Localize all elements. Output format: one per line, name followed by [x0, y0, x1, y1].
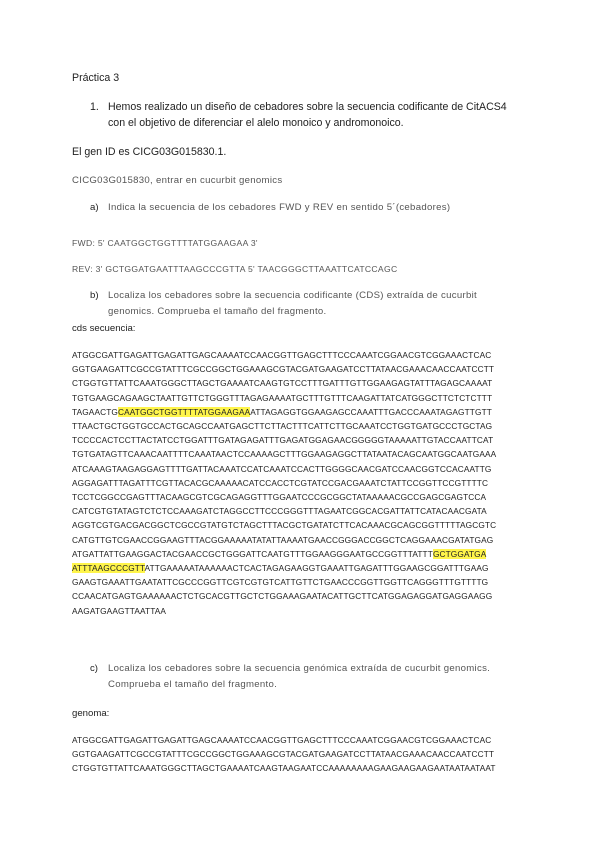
- cds-line: ATGGCGATTGAGATTGAGATTGAGCAAAATCCAACGGTTGAGCTTTCCCAAATCGGAACGTCGGAAACTCAC: [72, 350, 492, 360]
- question-c-line2: Comprueba el tamaño del fragmento.: [108, 679, 278, 690]
- page-title: Práctica 3: [72, 72, 120, 84]
- cds-line: AGGTCGTGACGACGGCTCGCCGTATGTCTAGCTTTACGCTGATATCTTCACAAACGCAGCGGTTTTTAGCGTC: [72, 520, 497, 531]
- cds-line: TAGAACTG: [72, 406, 118, 417]
- cds-line: ATGATTATTGAAGGACTACGAACCGCTGGGATTCAATGTTTGGAAGGGAATGCCGGTTTATTT: [72, 548, 433, 559]
- question-a-text: Indica la secuencia de los cebadores FWD y REV en sentido 5´(cebadores): [108, 202, 451, 213]
- cds-sequence: [72, 348, 496, 618]
- cds-line: CATCGTGTATAGTCTCTCCAAAGATCTAGGCCTTCCCGGGTTTAGAATCGGCACGATTATTCATACAACGATA: [72, 506, 487, 517]
- question-c-label: c): [90, 663, 98, 674]
- fwd-primer: FWD: 5' CAATGGCTGGTTTTATGGAAGAA 3': [72, 238, 258, 248]
- cds-label: cds secuencia:: [72, 323, 136, 334]
- cds-line: AGGAGATTTAGATTTCGTTACACGCAAAAACATCCACCTCGTATCCGACGAAATCTATTCCGGTTCCGTTTTC: [72, 477, 489, 488]
- cds-line: ATTAGAGGTGGAAGAGCCAAATTTGACCCAAATAGAGTTGTT: [250, 406, 492, 417]
- cds-line: TCCTCGGCCGAGTTTACAAGCGTCGCAGAGGTTTGGAATCCCGCGGCTATAAAAACGCCGAGCGAGTCCA: [72, 492, 487, 503]
- gene-id: El gen ID es CICG03G015830.1.: [72, 146, 227, 158]
- genome-label: genoma:: [72, 708, 110, 719]
- item1-line2: con el objetivo de diferenciar el alelo monoico y andromonoico.: [108, 117, 404, 129]
- cds-line: TGTGATAGTTCAAACAATTTTCAAATAACTCCAAAAGCTTTGGAAGAGGCTTATAATACAGCAATGGCAATGAAA: [72, 449, 497, 460]
- cds-line: CCAACATGAGTGAAAAAACTCTGCACGTTGCTCTGGAAAGAATACATTGCTTCATGGAGAGGATGAGGAAGG: [72, 591, 493, 602]
- question-b-line1: Localiza los cebadores sobre la secuencia codificante (CDS) extraída de cucurbit: [108, 290, 478, 301]
- rev-primer: REV: 3' GCTGGATGAATTTAAGCCCGTTA 5' TAACGGGCTTAAATTCATCCAGC: [72, 264, 398, 274]
- cds-line: TCCCCACTCCTTACTATCCTGGATTTGATAGAGATTTGAGATGGAGAACGGGGGTAAAAATTGTACCAATTCAT: [72, 435, 494, 446]
- fwd-primer-highlight: CAATGGCTGGTTTTATGGAAGAA: [117, 406, 251, 417]
- cds-line: AAGATGAAGTTAATTAA: [72, 605, 167, 616]
- cds-line: TTAACTGCTGGTGCCACTGCAGCCAATGAGCTTCTTACTTTCATTCTTGCAAATCCTGGTGATGCCCTGCTAG: [72, 421, 493, 432]
- cds-line: TGTGAAGCAGAAGCTAATTGTTCTGGGTTTAGAGAAAATGCTTTGTTTCAAGATTATCATGGGCTTCTCTCTTT: [72, 392, 493, 403]
- cds-line: GAAGTGAAATTGAATATTCGCCCGGTTCGTCGTGTCATTGTTCTGAACCCGGTTGGTTCAGGGTTTGTTTTG: [72, 577, 489, 588]
- cds-line: ATTGAAAAATAAAAAACTCACTAGAGAAGGTGAAATTGAGATTTGGAAGCGGATTTGAAG: [144, 563, 489, 574]
- question-c-line1: Localiza los cebadores sobre la secuencia genómica extraída de cucurbit genomics.: [108, 663, 491, 674]
- rev-primer-highlight: GCTGGATGA: [432, 548, 487, 559]
- item1-line1: Hemos realizado un diseño de cebadores sobre la secuencia codificante de CitACS4: [108, 101, 507, 113]
- genome-line: CTGGTGTTATTCAAATGGGCTTAGCTGAAAATCAAGTAAGAATCCAAAAAAAAGAAGAAGAAGAATAATAATAAT: [72, 763, 496, 774]
- item-number: 1.: [90, 101, 99, 113]
- genome-line: ATGGCGATTGAGATTGAGATTGAGCAAAATCCAACGGTTGAGCTTTCCCAAATCGGAACGTCGGAAACTCAC: [72, 735, 492, 745]
- question-b-line2: genomics. Comprueba el tamaño del fragmento.: [108, 306, 327, 317]
- question-a-label: a): [90, 202, 99, 213]
- genome-sequence: [72, 733, 496, 776]
- cds-line: ATCAAAGTAAGAGGAGTTTTGATTACAAATCCATCAAATCCACTTGGGGCAACGATCCAACGGTCCACAATTG: [72, 463, 492, 474]
- cds-line: CATGTTGTCGAACCGGAAGTTTACGGAAAAATATATTAAAATGAACCGGGACCGGCTCAGGAAACGATATGAG: [72, 534, 494, 545]
- cds-line: GGTGAAGATTCGCCGTATTTCGCCGGCTGGAAAGCGTACGATGAAGATCCTTATAACGAAACAACCAATCCTT: [72, 364, 495, 375]
- question-b-label: b): [90, 290, 99, 301]
- genome-line: GGTGAAGATTCGCCGTATTTCGCCGGCTGGAAAGCGTACGATGAAGATCCTTATAACGAAACAACCAATCCTT: [72, 749, 495, 760]
- rev-primer-highlight: ATTTAAGCCCGTT: [72, 563, 145, 574]
- cds-line: CTGGTGTTATTCAAATGGGCTTAGCTGAAAATCAAGTGTCCTTTGATTTGTTGGAAGAGTATTTAGAGCAAAAT: [72, 378, 493, 389]
- gene-note: CICG03G015830, entrar en cucurbit genomics: [72, 175, 283, 186]
